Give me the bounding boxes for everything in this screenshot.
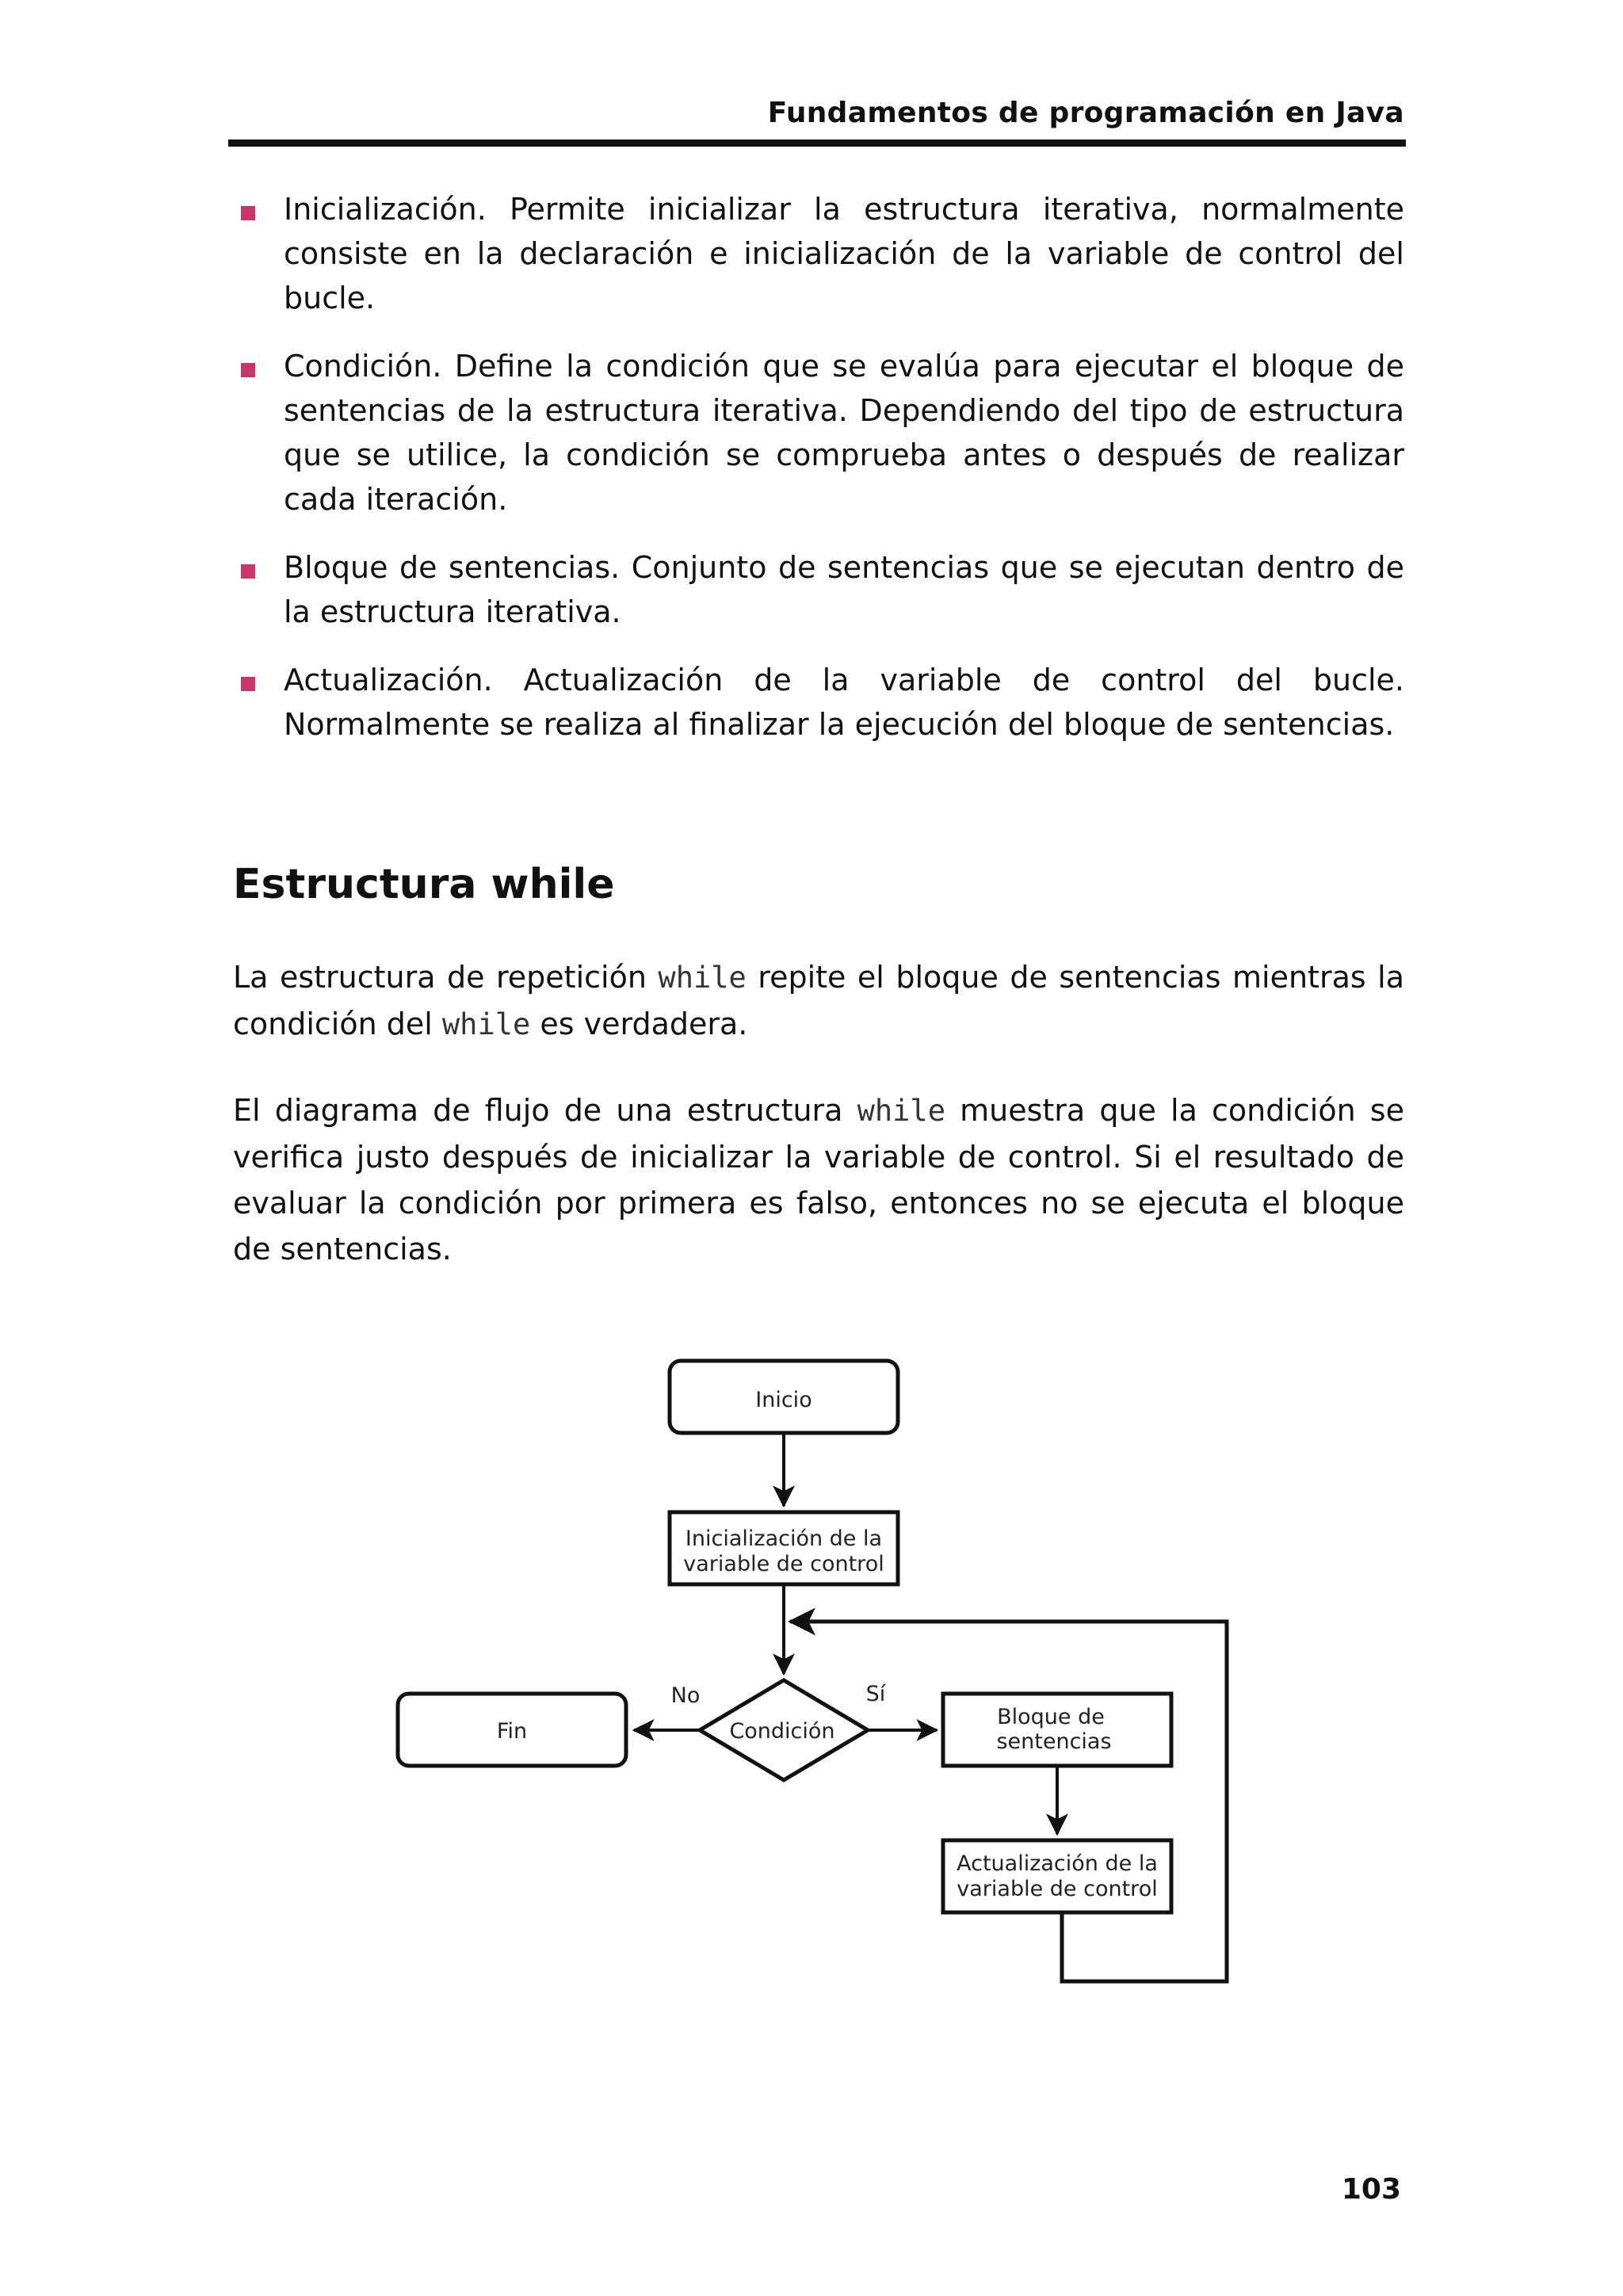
paragraph-text: La estructura de repetición — [233, 960, 659, 995]
init-label-line2: variable de control — [683, 1552, 884, 1576]
block-label-line1: Bloque de — [997, 1705, 1105, 1729]
bullet-text: Actualización. Actualización de la variable de control del bucle. Normalmente se realiza al finalizar la ejecución del bloque de sentencias. — [284, 663, 1404, 742]
condition-label: Condición — [729, 1719, 835, 1744]
inicio-label: Inicio — [755, 1388, 812, 1412]
paragraph-text: muestra que la condición se verifica justo después de inicializar la variable de control. Si el resultado de evaluar la condición por primera es falso, entonces no se ejecuta el bloque de sentencias. — [233, 1093, 1404, 1266]
page-number: 103 — [1341, 2173, 1401, 2206]
no-label: No — [670, 1683, 701, 1708]
code-keyword: while — [658, 961, 747, 995]
loop-back-arrow — [790, 1622, 1227, 1981]
paragraph-text: El diagrama de flujo de una estructura — [233, 1093, 857, 1128]
bullet-text: Bloque de sentencias. Conjunto de sentencias que se ejecutan dentro de la estructura iterativa. — [284, 550, 1404, 629]
header-title: Fundamentos de programación en Java — [767, 97, 1404, 129]
paragraph-text: es verdadera. — [530, 1007, 748, 1041]
bullet-text: Condición. Define la condición que se evalúa para ejecutar el bloque de sentencias de la estructura iterativa. Dependiendo del tipo de estructura que se utilice, la condición se comprueba antes o después de realizar cada iteración. — [284, 349, 1404, 517]
fin-label: Fin — [496, 1719, 528, 1744]
update-label-line1: Actualización de la — [957, 1851, 1158, 1876]
init-label-line1: Inicialización de la — [685, 1526, 883, 1551]
code-keyword: while — [441, 1007, 531, 1041]
section-title: Estructura while — [233, 861, 615, 908]
update-label-line2: variable de control — [957, 1877, 1158, 1901]
code-keyword: while — [857, 1094, 945, 1128]
si-label: Sí — [865, 1682, 886, 1706]
block-label-line2: sentencias — [996, 1729, 1112, 1754]
bullet-text: Inicialización. Permite inicializar la estructura iterativa, normalmente consiste en la declaración e inicialización de la variable de control del bucle. — [284, 192, 1404, 315]
paragraph-text: repite el bloque de sentencias mientras la condición del — [233, 960, 1404, 1041]
